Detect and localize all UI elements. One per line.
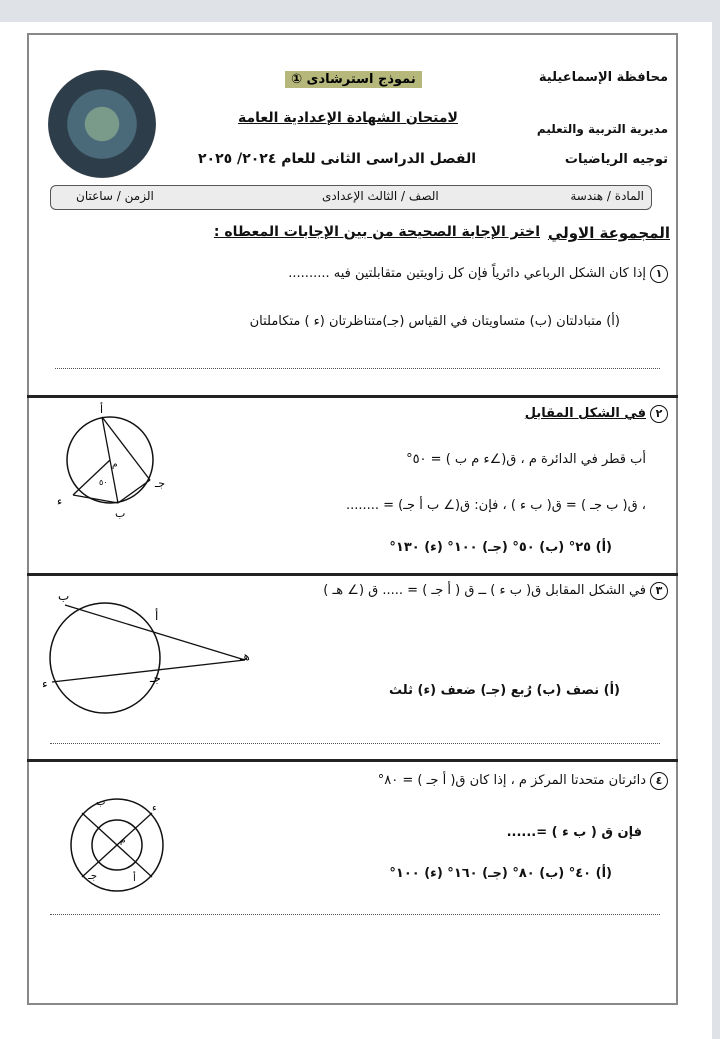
q4-concentric-figure [60,795,175,895]
grade-label: الصف / الثالث الإعدادى [322,189,439,203]
q2-label-d: ء [57,495,63,508]
governorate-label: محافظة الإسماعيلية [538,70,668,85]
q3-secant-figure [40,590,270,705]
q3-text [323,582,668,600]
answer-line [50,914,660,915]
q2-title [525,405,668,423]
q2-label-j: جـ [155,477,166,490]
q4-line2: فإن ق ( ب ء ) =...... [506,825,642,840]
q4-label-b: ب [96,797,106,808]
q2-label-b: ب [115,507,126,520]
q2-title-text: في الشكل المقابل [524,406,646,421]
q2-label-a: أ [100,403,104,416]
q4-options: (أ) ٤٠° (ب) ٨٠° (جـ) ١٦٠° (ء) ١٠٠° [389,866,612,881]
q4-number: ٤ [650,772,668,790]
q4-label-j: جـ [88,871,98,882]
q1-stem: إذا كان الشكل الرباعي دائرياً فإن كل زاويتين متقابلتين فيه .......... [288,266,646,281]
term-title: الفصل الدراسى الثانى للعام ٢٠٢٤/ ٢٠٢٥ [198,151,477,167]
math-dept-label: توجيه الرياضيات [564,152,668,167]
q3-label-b: ب [58,589,70,603]
section-divider [27,395,678,398]
section-divider [27,759,678,762]
q3-number: ٣ [650,582,668,600]
q3-label-h: هـ [240,649,250,663]
q3-label-j: جـ [150,671,161,685]
directorate-label: مديرية التربية والتعليم [536,122,668,136]
q2-circle-figure [55,403,175,520]
q4-stem: دائرتان متحدتا المركز م ، إذا كان ق( أ جـ ) = ٨٠° [377,773,646,788]
q2-number: ٢ [650,405,668,423]
directorate-logo [48,70,156,178]
q2-label-m: م [112,460,118,470]
q4-label-d: ء [152,803,157,814]
time-label: الزمن / ساعتان [76,189,154,203]
q2-line1: أب قطر في الدائرة م ، ق(∠ء م ب ) = ٥٠° [406,452,646,467]
answer-line [55,368,660,369]
exam-title: لامتحان الشهادة الإعدادية العامة [238,110,458,126]
q2-line2: ، ق( ب جـ ) = ق( ب ء ) ، فإن: ق(∠ ب أ جـ) = ........ [345,498,646,513]
q4-label-a: أ [133,873,136,884]
answer-line [50,743,660,744]
q1-number: ١ [650,265,668,283]
q3-label-a: أ [155,609,159,623]
subject-label: المادة / هندسة [570,189,644,203]
q2-options: (أ) ٢٥° (ب) ٥٠° (جـ) ١٠٠° (ء) ١٣٠° [389,540,612,555]
q1-text [288,265,668,283]
q1-options: (أ) متبادلتان (ب) متساويتان في القياس (جـ)متناظرتان (ء ) متكاملتان [249,314,620,329]
group-instruction: اختر الإجابة الصحيحة من بين الإجابات المعطاه : [213,224,540,240]
group-title: المجموعة الاولي [547,224,670,242]
q4-text [378,772,668,790]
q4-label-m: م [120,836,126,846]
q3-label-d: ء [42,677,48,691]
q2-angle-label: ٥٠ [99,478,108,487]
q3-options: (أ) نصف (ب) رُبع (جـ) ضعف (ء) ثلث [389,683,620,698]
q3-stem: في الشكل المقابل ق( ب ء ) ــ ق ( أ جـ ) = ..... ق (∠ هـ ) [323,583,646,598]
model-badge: نموذج استرشادى ① [285,68,422,87]
section-divider [27,573,678,576]
